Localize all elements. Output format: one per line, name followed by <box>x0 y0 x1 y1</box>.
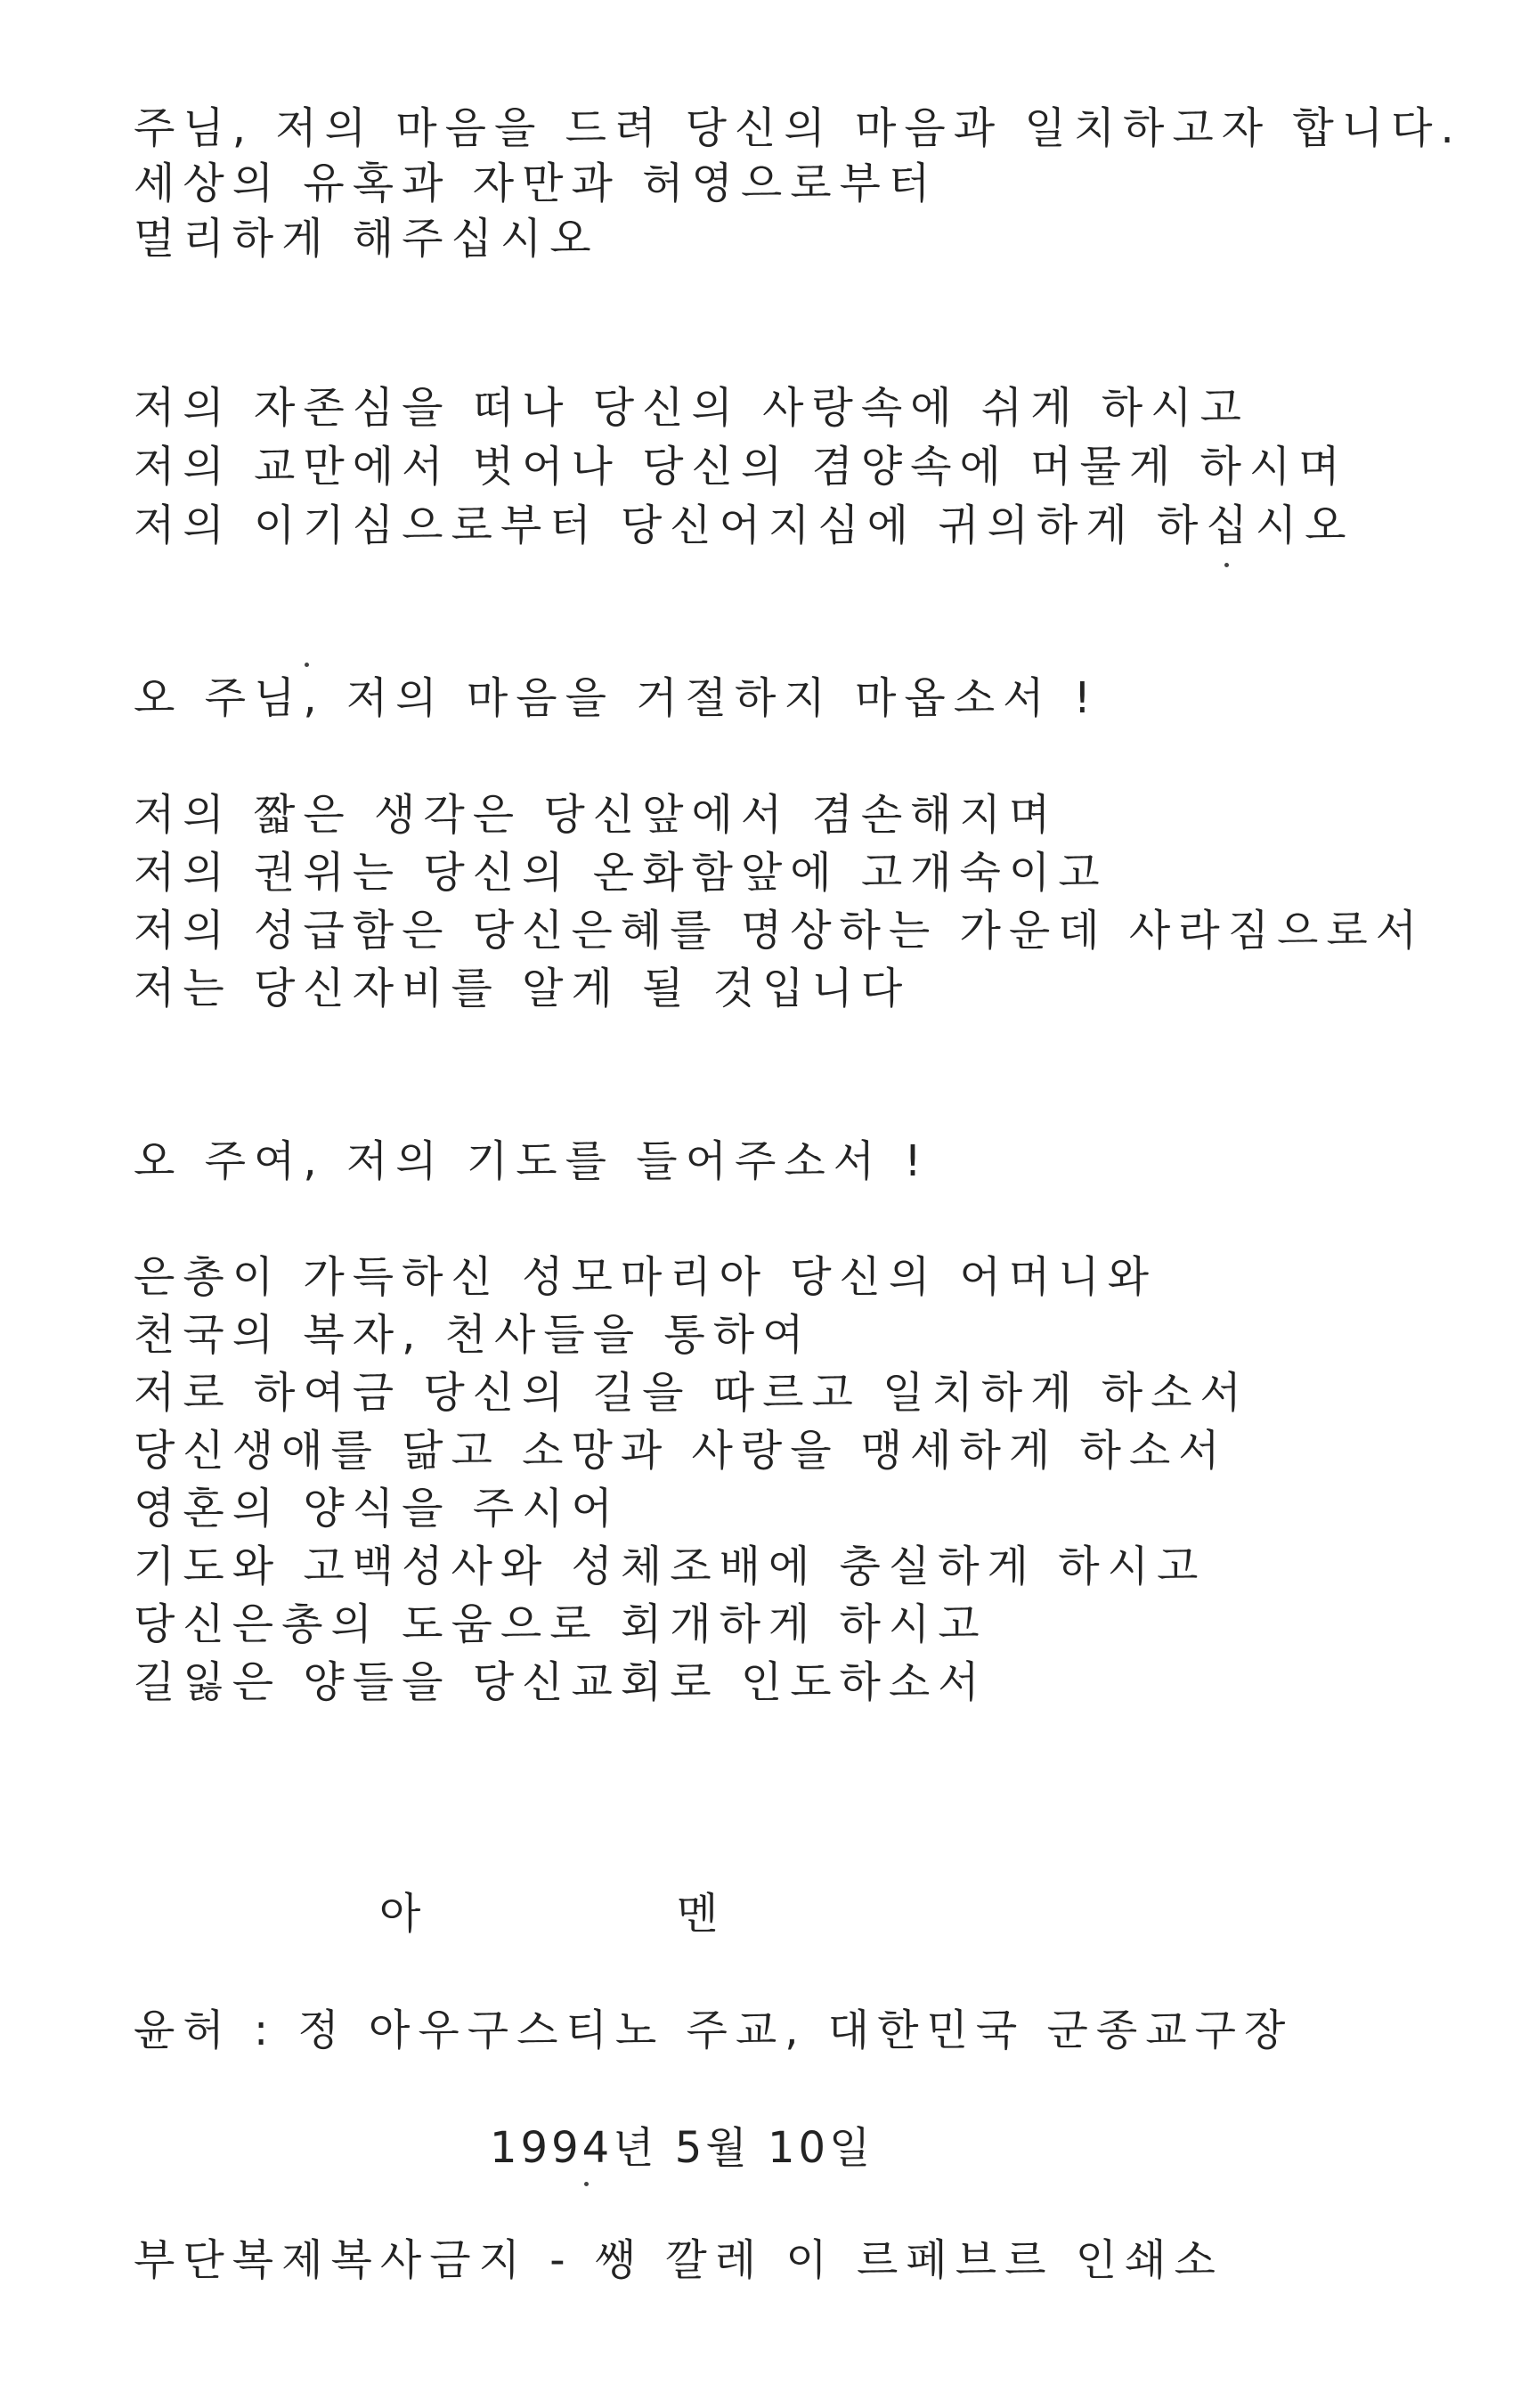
prayer-line: 멀리하게 해주십시오 <box>134 214 599 264</box>
amen-right: 멘 <box>677 1889 727 1939</box>
prayer-line: 저의 짧은 생각은 당신앞에서 겸손해지며 <box>134 790 1059 840</box>
imprimatur-line: 윤허 : 정 아우구스티노 주교, 대한민국 군종교구장 <box>134 2005 1294 2055</box>
scan-speck <box>305 663 309 667</box>
prayer-line: 세상의 유혹과 자만과 허영으로부터 <box>134 159 939 208</box>
prayer-line: 천국의 복자, 천사들을 통하여 <box>134 1310 812 1360</box>
prayer-line: 저의 성급함은 당신은혜를 명상하는 가운데 사라짐으로서 <box>134 906 1426 956</box>
prayer-line: 길잃은 양들을 당신교회로 인도하소서 <box>134 1657 988 1707</box>
prayer-line: 저로 하여금 당신의 길을 따르고 일치하게 하소서 <box>134 1368 1249 1418</box>
amen-left: 아 <box>379 1889 429 1939</box>
prayer-line: 은총이 가득하신 성모마리아 당신의 어머니와 <box>134 1252 1158 1302</box>
prayer-line: 저의 이기심으로부터 당신어지심에 귀의하게 하십시오 <box>134 500 1354 550</box>
prayer-line: 저의 교만에서 벗어나 당신의 겸양속에 머물게 하시며 <box>134 442 1348 492</box>
prayer-line: 저는 당신자비를 알게 될 것입니다 <box>134 964 911 1013</box>
prayer-line: 기도와 고백성사와 성체조배에 충실하게 하시고 <box>134 1542 1207 1591</box>
prayer-line: 영혼의 양식을 주시어 <box>134 1484 621 1533</box>
footer-line: 부단복제복사금지 - 쌩 깔레 이 르페브르 인쇄소 <box>134 2235 1224 2285</box>
prayer-exclamation: 오 주님, 저의 마음을 거절하지 마옵소서 ! <box>134 673 1099 723</box>
scan-speck <box>1224 563 1229 567</box>
scan-speck <box>584 2182 589 2186</box>
prayer-line: 저의 자존심을 떠나 당신의 사랑속에 쉬게 하시고 <box>134 383 1249 433</box>
prayer-line: 저의 권위는 당신의 온화함앞에 고개숙이고 <box>134 848 1108 898</box>
prayer-line: 주님, 저의 마음을 드려 당신의 마음과 일치하고자 합니다. <box>134 103 1462 153</box>
date-line: 1994년 5월 10일 <box>490 2123 874 2173</box>
prayer-line: 당신은총의 도움으로 회개하게 하시고 <box>134 1599 988 1649</box>
prayer-exclamation: 오 주여, 저의 기도를 들어주소서 ! <box>134 1136 930 1186</box>
prayer-line: 당신생애를 닮고 소망과 사랑을 맹세하게 하소서 <box>134 1426 1228 1476</box>
